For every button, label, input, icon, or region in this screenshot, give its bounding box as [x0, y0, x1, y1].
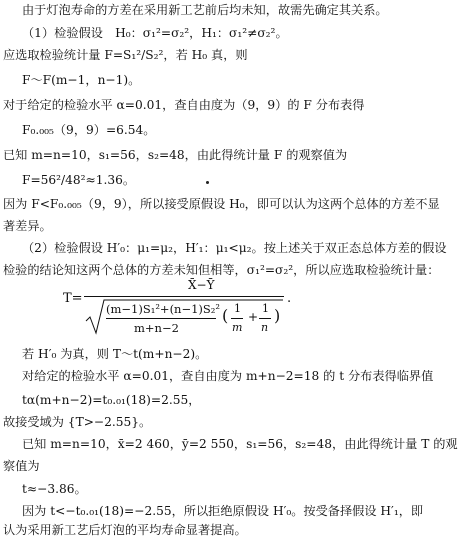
formula-t-critical: tα(m+n−2)=t₀.₀₁(18)=2.55，: [22, 393, 201, 407]
text-line-variance-equal: 检验的结论知这两个总体的方差未知但相等，σ₁²=σ₂²，所以应选取检验统计量：: [3, 263, 440, 277]
text-line-conclusion: 认为采用新工艺后灯泡的平均寿命显著提高。: [3, 523, 247, 537]
formula-inner-bar: [106, 318, 216, 319]
formula-F-observed: F=56²/48²≈1.36。: [22, 173, 136, 187]
formula-inner-denominator: m+n−2: [134, 321, 179, 335]
text-line-known-values-T: 已知 m=n=10，x̄=2 460，ȳ=2 550，s₁=56，s₂=48，由此得统计量 T 的观: [22, 437, 458, 451]
text-line-known-values-T-cont: 察值为: [3, 459, 40, 473]
text-line-known-values-F: 已知 m=n=10，s₁=56，s₂=48，由此得统计量 F 的观察值为: [3, 148, 348, 162]
formula-T-main-bar: [84, 296, 284, 297]
formula-plus: +: [248, 310, 259, 324]
text-line-intro: 由于灯泡寿命的方差在采用新工艺前后均未知，故需先确定其关系。: [22, 3, 388, 17]
formula-one-over-m-den: m: [232, 321, 243, 334]
text-line-hypothesis-1: （1）检验假设 H₀：σ₁²=σ₂²，H₁：σ₁²≠σ₂²。: [22, 26, 288, 40]
formula-t-observed: t≈−3.86。: [22, 482, 87, 496]
text-line-acceptance-region: 故接受域为 {T>−2.55}。: [3, 415, 152, 429]
formula-F-critical: F₀.₀₀₅（9，9）=6.54。: [22, 123, 156, 137]
formula-end-period: .: [287, 291, 292, 306]
text-line-statistic-F: 应选取检验统计量 F=S₁²/S₂²，若 H₀ 真，则: [3, 48, 248, 62]
formula-inner-numerator: (m−1)S₁²+(n−1)S₂²: [106, 302, 220, 316]
text-line-reject-H0: 因为 t<−t₀.₀₁(18)=−2.55，所以拒绝原假设 H′₀。按受备择假设 H′₁，即: [22, 504, 424, 518]
formula-one-over-n-bar: [259, 318, 271, 319]
text-line-accept-H0-cont: 著差异。: [3, 219, 52, 233]
formula-paren-open: (: [222, 306, 229, 325]
formula-F-distribution: F～F(m−1，n−1)。: [22, 73, 141, 87]
formula-one-over-m-num: 1: [234, 302, 241, 315]
formula-paren-close: ): [274, 306, 281, 325]
formula-one-over-m-bar: [231, 318, 243, 319]
formula-one-over-n-num: 1: [262, 302, 269, 315]
formula-T-lhs: T=: [63, 291, 83, 306]
text-line-alpha-F: 对于给定的检验水平 α=0.01，查自由度为（9，9）的 F 分布表得: [3, 98, 365, 112]
stray-dot-mark: [206, 181, 209, 184]
text-line-accept-H0: 因为 F<F₀.₀₀₅（9，9），所以接受原假设 H₀，即可以认为这两个总体的方差不显: [3, 197, 440, 211]
formula-one-over-n-den: n: [261, 321, 269, 334]
text-line-T-distribution: 若 H′₀ 为真，则 T～t(m+n−2)。: [22, 347, 208, 361]
text-line-hypothesis-2: （2）检验假设 H′₀：μ₁=μ₂，H′₁：μ₁<μ₂。按上述关于双正态总体方差的假设: [22, 241, 447, 255]
formula-T-numerator: X̄−Ȳ: [188, 278, 215, 292]
text-line-alpha-t: 对给定的检验水平 α=0.01，查自由度为 m+n−2=18 的 t 分布表得临界值: [22, 369, 434, 383]
